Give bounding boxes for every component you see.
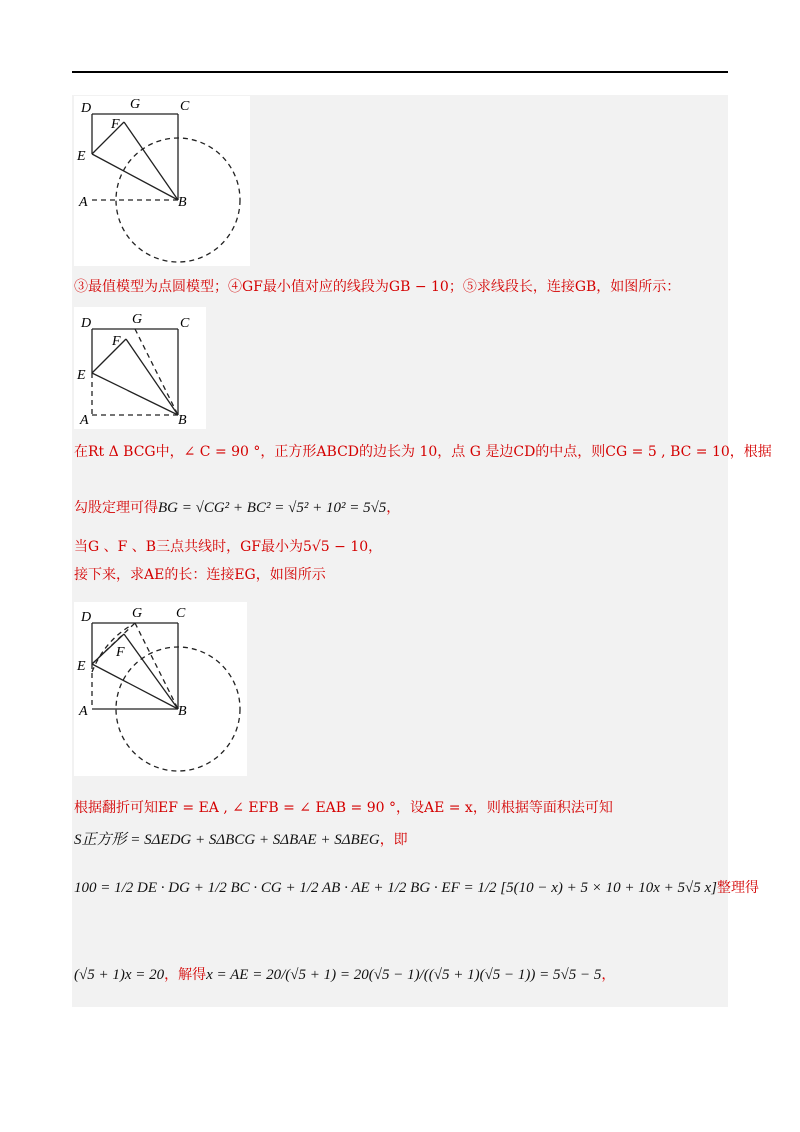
l2b-math: BG = √CG² + BC² = √5² + 10² = 5√5 bbox=[158, 500, 387, 516]
l7-suffix: 整理得 bbox=[717, 880, 760, 896]
fig2-label-e: E bbox=[77, 368, 86, 383]
l8-math: (√5 + 1)x = 20 bbox=[74, 967, 165, 983]
fig3-label-b: B bbox=[178, 704, 187, 719]
l6-math: S正方形 = SΔEDG + SΔBCG + SΔBAE + SΔBEG bbox=[74, 832, 380, 848]
fig1-eb bbox=[92, 154, 178, 200]
fig1-label-d: D bbox=[81, 101, 92, 116]
header-rule bbox=[72, 71, 728, 73]
text-line-2b bbox=[74, 498, 400, 518]
fig2-label-b: B bbox=[178, 413, 187, 428]
fig2-label-f: F bbox=[112, 334, 121, 349]
text-line-2a: 在Rt Δ BCG中，∠ C = 90 °，正方形ABCD的边长为 10，点 G 是边CD的中点，则CG = 5 , BC = 10，根据 bbox=[74, 444, 772, 460]
fig2-label-a: A bbox=[80, 413, 89, 428]
text-line-4: 接下来，求AE的长：连接EG，如图所示 bbox=[74, 567, 326, 583]
figure-3 bbox=[74, 602, 247, 776]
fig2-label-d: D bbox=[81, 316, 92, 331]
fig3-label-g: G bbox=[132, 606, 143, 621]
fig2-label-c: C bbox=[180, 316, 190, 331]
fig1-label-f: F bbox=[111, 117, 120, 132]
figure-2 bbox=[74, 307, 206, 429]
l2b-prefix: 勾股定理可得 bbox=[74, 500, 158, 516]
fig3-label-a: A bbox=[79, 704, 88, 719]
l8-math2: x = AE = 20/(√5 + 1) = 20(√5 − 1)/((√5 + 1)(√5 − 1)) = 5√5 − 5 bbox=[206, 967, 602, 983]
fig1-fb bbox=[124, 122, 178, 200]
fig1-label-e: E bbox=[77, 149, 86, 164]
fig3-label-c: C bbox=[176, 606, 186, 621]
text-line-7 bbox=[74, 878, 759, 898]
l8-mid: ，解得 bbox=[164, 967, 207, 983]
fig2-ef bbox=[92, 339, 126, 373]
text-line-6 bbox=[74, 830, 408, 850]
fig1-label-b: B bbox=[178, 195, 187, 210]
text-line-8 bbox=[74, 965, 615, 985]
text-line-1: ③最值模型为点圆模型；④GF最小值对应的线段为GB − 10；⑤求线段长，连接GB，如图所示： bbox=[74, 279, 681, 295]
fig3-fb bbox=[124, 634, 178, 709]
fig1-label-g: G bbox=[130, 97, 141, 112]
fig3-label-e: E bbox=[77, 659, 86, 674]
l8-suffix: ， bbox=[601, 967, 616, 983]
fig2-fb bbox=[126, 339, 178, 415]
fig2-eb bbox=[92, 373, 178, 415]
fig2-label-g: G bbox=[132, 312, 143, 327]
fig3-eb bbox=[92, 664, 178, 709]
l7-math: 100 = 1/2 DE · DG + 1/2 BC · CG + 1/2 AB · AE + 1/2 BG · EF = 1/2 [5(10 − x) + 5 × 10 + 10x + 5√5 x] bbox=[74, 880, 718, 896]
fig3-label-d: D bbox=[81, 610, 92, 625]
fig2-gb bbox=[135, 329, 178, 415]
l2b-suffix: ， bbox=[386, 500, 401, 516]
text-line-3: 当G 、F 、B三点共线时，GF最小为5√5 − 10， bbox=[74, 539, 383, 555]
figure-1 bbox=[74, 96, 250, 266]
text-line-5: 根据翻折可知EF = EA , ∠ EFB = ∠ EAB = 90 °，设AE = x，则根据等面积法可知 bbox=[74, 800, 613, 816]
fig3-gb bbox=[135, 623, 178, 709]
fig1-label-c: C bbox=[180, 99, 190, 114]
fig3-label-f: F bbox=[116, 645, 125, 660]
fig1-label-a: A bbox=[79, 195, 88, 210]
l6-suffix: ，即 bbox=[379, 832, 408, 848]
